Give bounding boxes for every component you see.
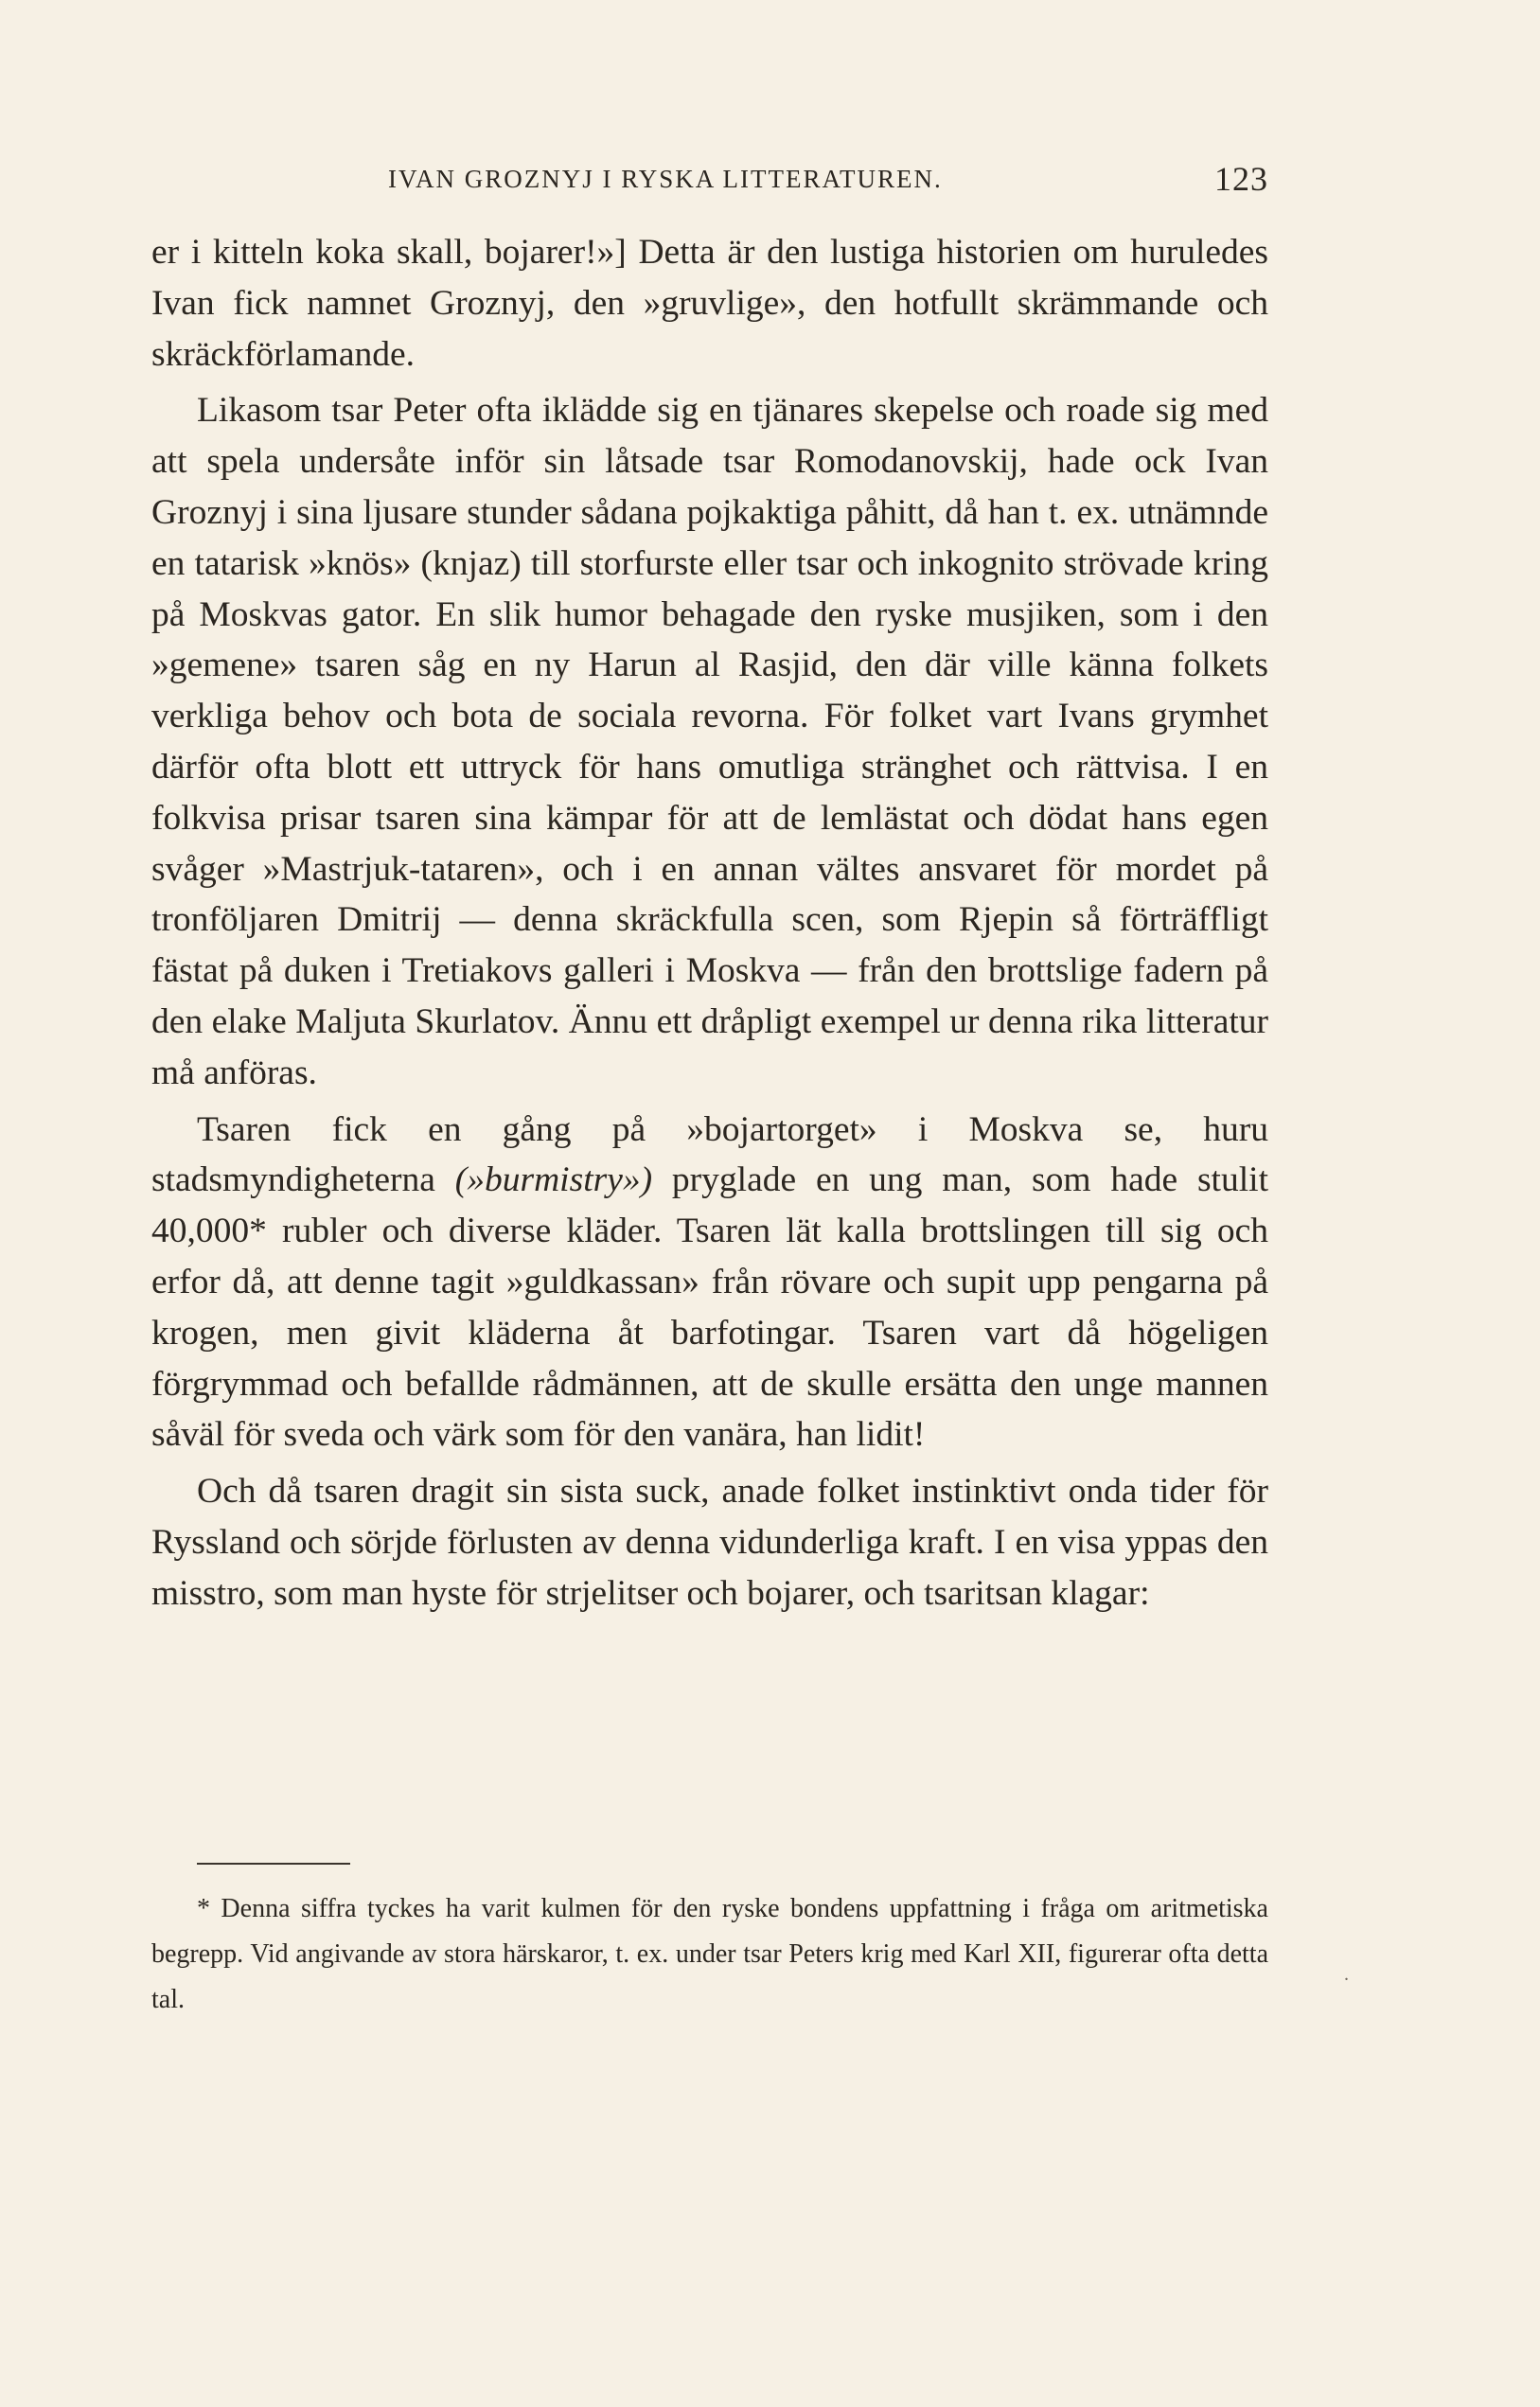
- footnote-divider: [197, 1863, 350, 1865]
- paragraph-3-part-1: Tsaren fick en gång på »bojartorget» i Moskva se, huru stadsmyndigheterna: [151, 1109, 1268, 1200]
- paragraph-3: [151, 1105, 1268, 1461]
- body-text: [151, 227, 1268, 1625]
- paragraph-1: er i kitteln koka skall, bojarer!»] Detta är den lustiga historien om huruledes Ivan fick namnet Groznyj, den »gruvlige», den hotfullt skrämmande och skräckförlamande.: [151, 233, 1268, 374]
- footnotes: [151, 1886, 1268, 2023]
- paragraph-3-italic-term: (»burmistry»): [454, 1160, 653, 1200]
- running-title: IVAN GROZNYJ I RYSKA LITTERATUREN.: [388, 165, 943, 193]
- paragraph-4: Och då tsaren dragit sin sista suck, anade folket instinktivt onda tider för Ryssland och sörjde förlusten av denna vidunderliga kraft. I en visa yppas den misstro, som man hyste för strjelitser och bojarer, och tsaritsan klagar:: [151, 1472, 1268, 1613]
- page-number: 123: [1214, 160, 1268, 198]
- paragraph-3-part-2: pryglade en ung man, som hade stulit 40,000* rubler och diverse kläder. Tsaren lät kalla brottslingen till sig och erfor då, att denne tagit »guldkassan» från rövare och supit upp pengarna på krogen, men givit kläderna åt barfotingar. Tsaren vart då högeligen förgrymmad och befallde rådmännen, att de skulle ersätta den unge mannen såväl för sveda och värk som för den vanära, han lidit!: [151, 1160, 1268, 1455]
- footnote-1: * Denna siffra tyckes ha varit kulmen för den ryske bondens uppfattning i fråga om aritmetiska begrepp. Vid angivande av stora härskaror, t. ex. under tsar Peters krig med Karl XII, figurerar ofta detta tal.: [151, 1894, 1268, 2014]
- stray-mark: .: [1344, 1964, 1349, 1985]
- page-header: [151, 159, 1268, 206]
- paragraph-2: Likasom tsar Peter ofta iklädde sig en tjänares skepelse och roade sig med att spela undersåte inför sin låtsade tsar Romodanovskij, hade ock Ivan Groznyj i sina ljusare stunder sådana pojkaktiga påhitt, då han t. ex. utnämnde en tatarisk »knös» (knjaz) till storfurste eller tsar och inkognito strövade kring på Moskvas gator. En slik humor behagade den ryske musjiken, som i den »gemene» tsaren såg en ny Harun al Rasjid, den där ville känna folkets verkliga behov och bota de sociala revorna. För folket vart Ivans grymhet därför ofta blott ett uttryck för hans omutliga stränghet och rättvisa. I en folkvisa prisar tsaren sina kämpar för att de lemlästat och dödat hans egen svåger »Mastrjuk-tataren», och i en annan vältes ansvaret för mordet på tronföljaren Dmitrij — denna skräckfulla scen, som Rjepin så förträffligt fästat på duken i Tretiakovs galleri i Moskva — från den brottslige fadern på den elake Maljuta Skurlatov. Ännu ett dråpligt exempel ur denna rika litteratur må anföras.: [151, 391, 1268, 1092]
